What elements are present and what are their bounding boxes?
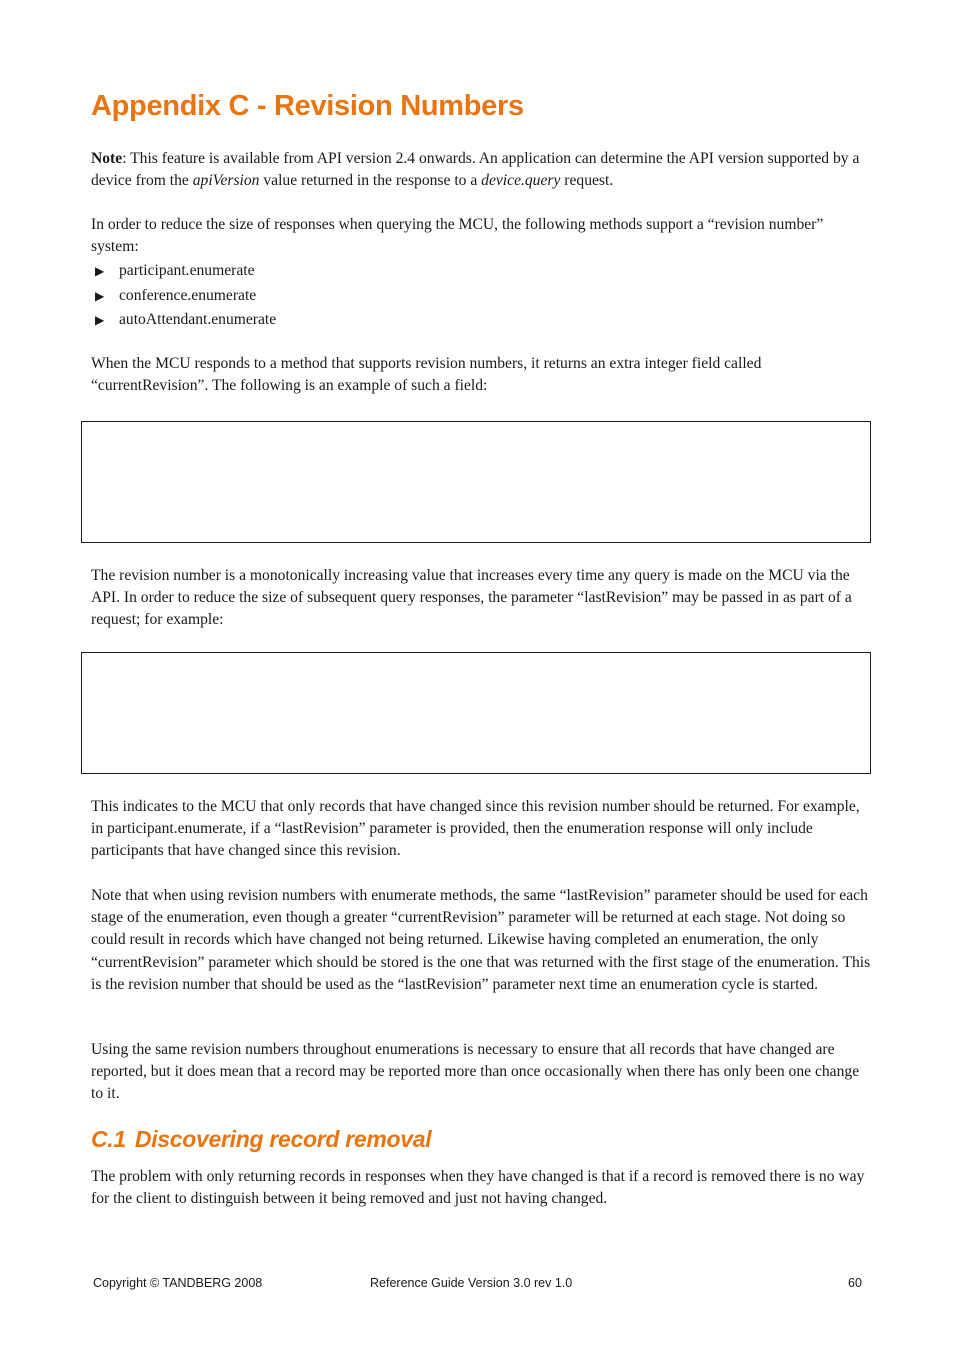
triangle-right-icon: ▶ bbox=[95, 288, 105, 303]
list-item bbox=[91, 260, 276, 285]
method-name: participant.enumerate bbox=[119, 262, 255, 279]
example-box-last-revision bbox=[81, 652, 871, 774]
note-text: value returned in the response to a bbox=[259, 172, 482, 190]
indicates-paragraph: This indicates to the MCU that only records that have changed since this revision number should be returned. For example, in participant.enumerate, if a “lastRevision” parameter is provided, then the enumeration response will only include participants that have changed since this revision. bbox=[91, 798, 860, 860]
methods-list bbox=[91, 260, 276, 334]
monotonic-paragraph: The revision number is a monotonically increasing value that increases every time any query is made on the MCU via the API. In order to reduce the size of subsequent query responses, the parameter “lastRevision” may be passed in as part of a request; for example: bbox=[91, 567, 852, 629]
list-item bbox=[91, 309, 276, 334]
using-same-paragraph: Using the same revision numbers throughout enumerations is necessary to ensure that all records that have changed are reported, but it does mean that a record may be reported more than once occasionally when there has only been one change to it. bbox=[91, 1041, 860, 1103]
current-revision-paragraph: When the MCU responds to a method that supports revision numbers, it returns an extra integer field called “currentRevision”. The following is an example of such a field: bbox=[91, 355, 762, 395]
page-title: Appendix C - Revision Numbers bbox=[91, 90, 524, 122]
list-item bbox=[91, 285, 276, 310]
note-paragraph bbox=[91, 148, 871, 192]
note-text: request. bbox=[560, 172, 614, 190]
device-query-code: device.query bbox=[481, 172, 561, 190]
problem-paragraph: The problem with only returning records in responses when they have changed is that if a record is removed there is no way for the client to distinguish between it being removed and just not having changed. bbox=[91, 1168, 865, 1208]
example-box-current-revision bbox=[81, 421, 871, 543]
method-name: conference.enumerate bbox=[119, 286, 257, 304]
triangle-right-icon: ▶ bbox=[95, 264, 105, 278]
api-version-code: apiVersion bbox=[192, 172, 260, 190]
method-name: autoAttendant.enumerate bbox=[119, 311, 277, 328]
footer-copyright: Copyright © TANDBERG 2008 bbox=[93, 1276, 263, 1290]
note-text: : This feature is available from API version 2.4 onwards. An application can determine the API version supported by a device from the bbox=[91, 150, 860, 190]
section-number: C.1 bbox=[91, 1126, 126, 1152]
triangle-right-icon: ▶ bbox=[95, 313, 105, 327]
section-heading bbox=[91, 1126, 431, 1153]
footer-guide-version: Reference Guide Version 3.0 rev 1.0 bbox=[370, 1276, 573, 1290]
intro-paragraph: In order to reduce the size of responses when querying the MCU, the following methods support a “revision number” system: bbox=[91, 216, 824, 256]
note-using-paragraph: Note that when using revision numbers with enumerate methods, the same “lastRevision” parameter should be used for each stage of the enumeration, even though a greater “currentRevision” parameter will be returned at each stage. Not doing so could result in records which have changed not being returned. Likewise having completed an enumeration, the only “currentRevision” parameter which should be stored is the one that was returned with the first stage of the enumeration. This is the revision number that should be used as the “lastRevision” parameter next time an enumeration cycle is started. bbox=[91, 887, 871, 993]
section-title: Discovering record removal bbox=[134, 1126, 432, 1152]
note-label: Note bbox=[91, 150, 123, 167]
footer-page-number: 60 bbox=[848, 1276, 862, 1290]
